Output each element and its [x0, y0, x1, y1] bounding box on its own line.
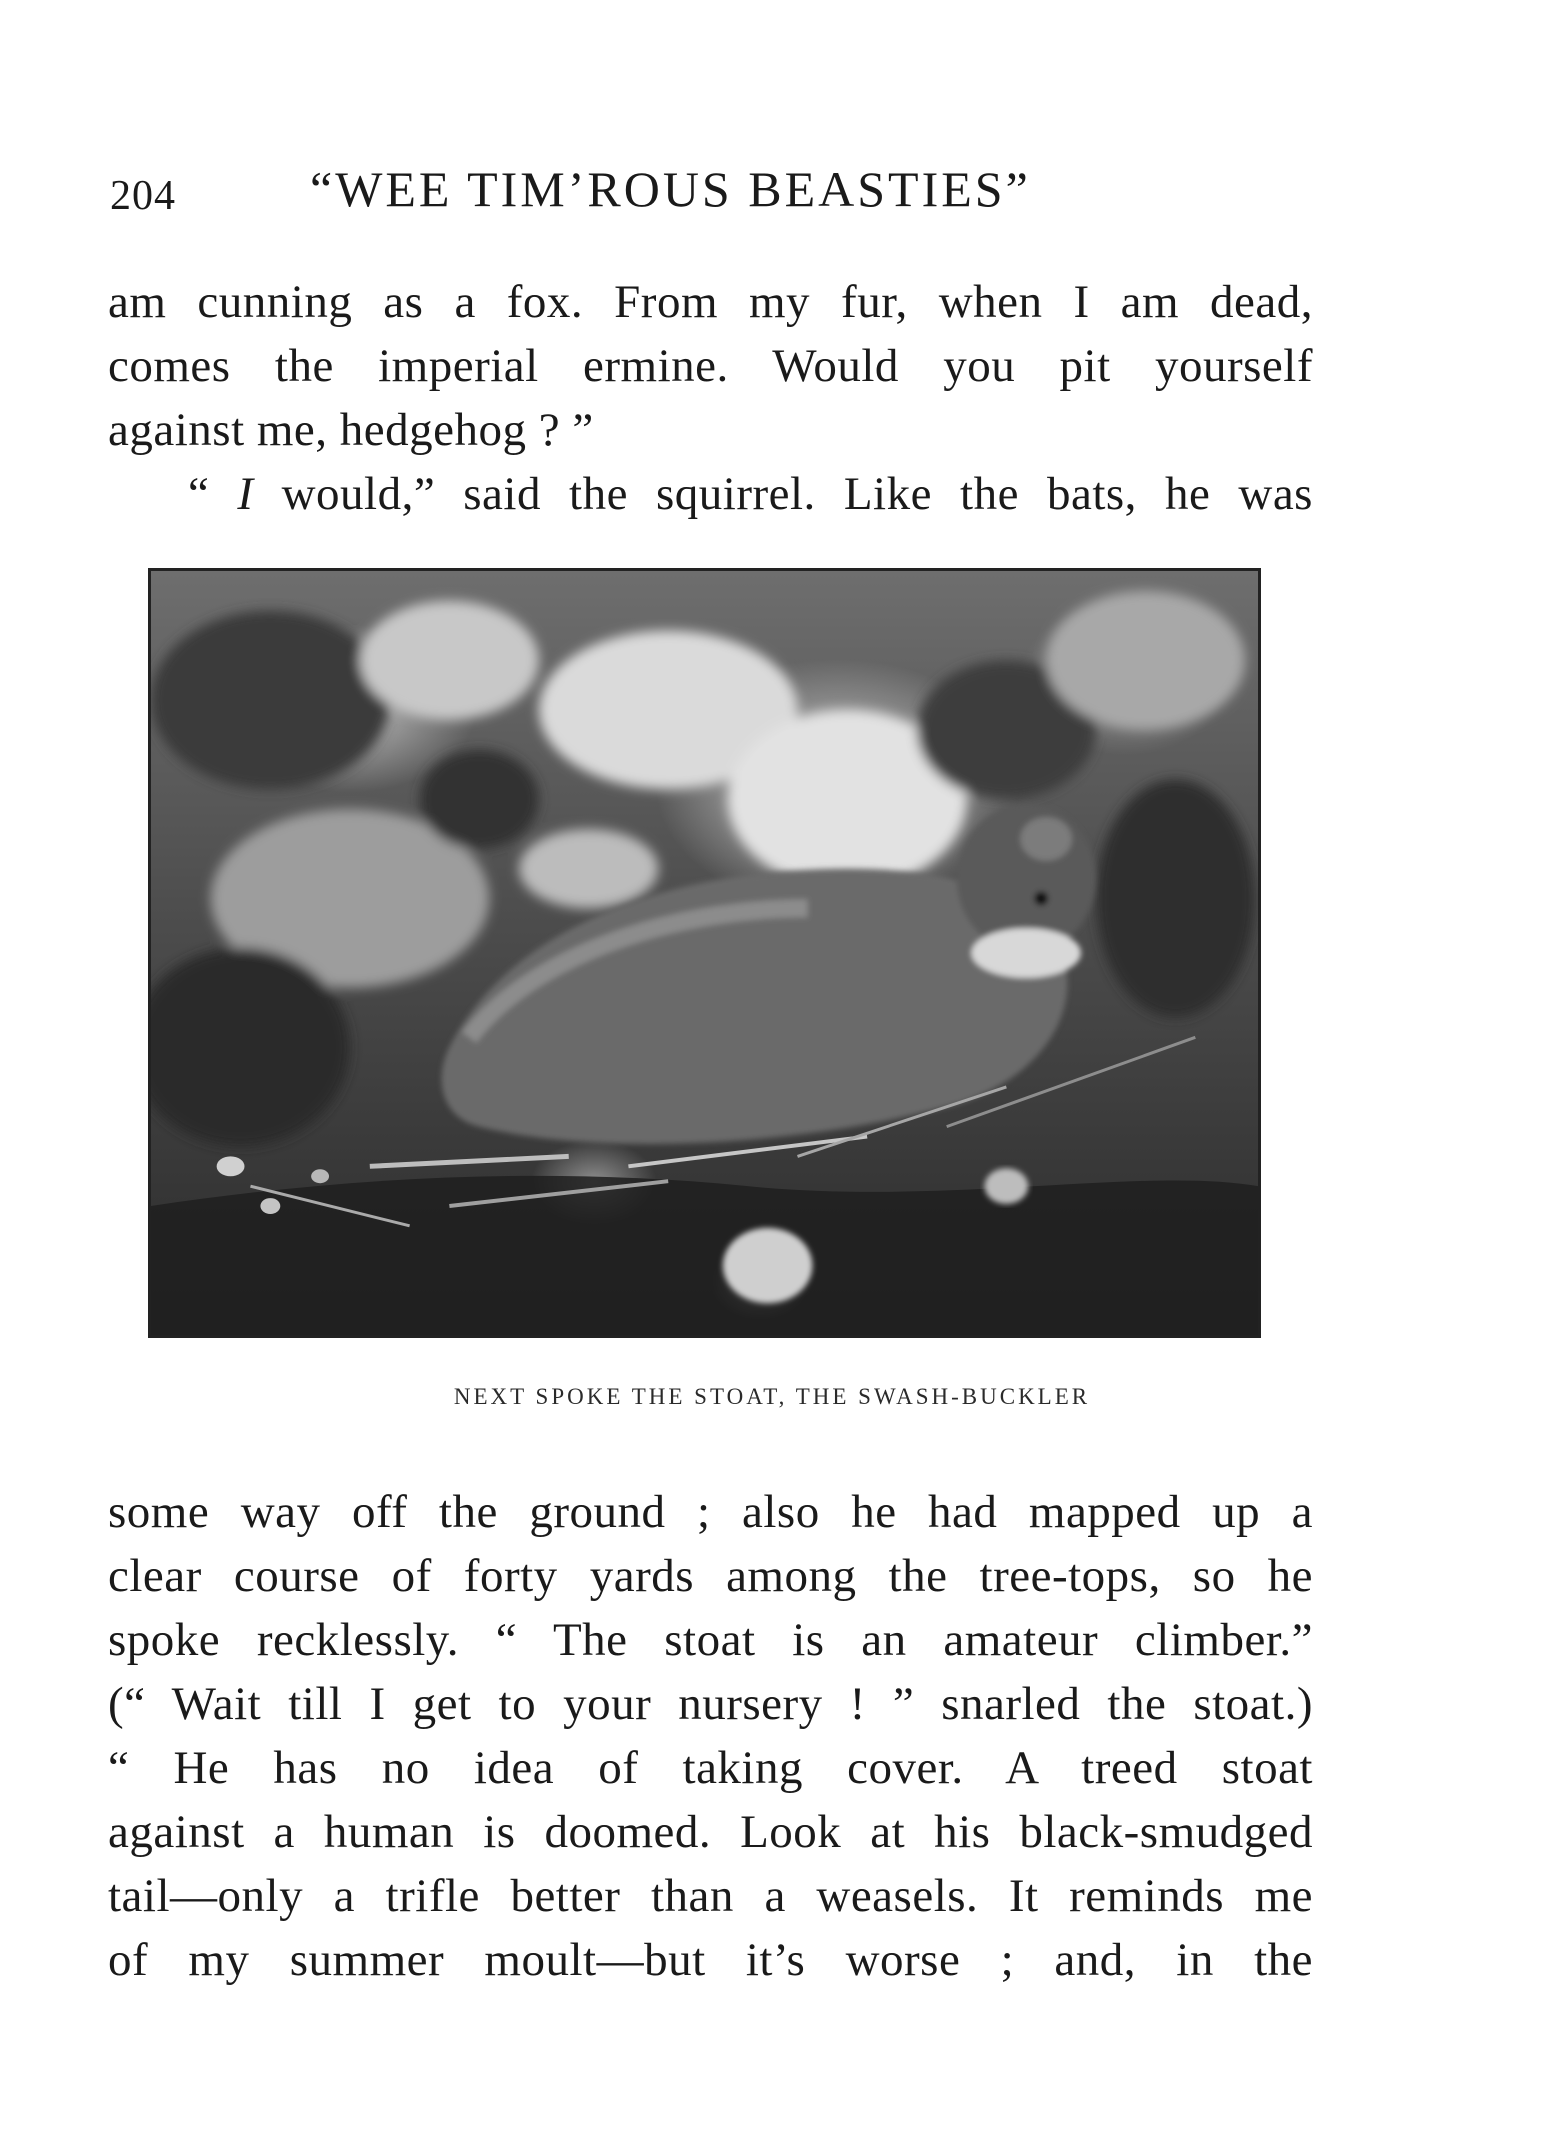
text-line: some way off the ground ; also he had mapped up a: [108, 1486, 1313, 1538]
text-line: against me, hedgehog ? ”: [108, 404, 594, 456]
text-line: spoke recklessly. “ The stoat is an amateur climber.”: [108, 1614, 1313, 1666]
page-header: [110, 160, 1320, 240]
text-line-paragraph-start: [108, 462, 1313, 526]
text-line: “ He has no idea of taking cover. A treed stoat: [108, 1742, 1313, 1794]
text-line: against a human is doomed. Look at his black-smudged: [108, 1806, 1313, 1858]
text-line: (“ Wait till I get to your nursery ! ” snarled the stoat.): [108, 1678, 1313, 1730]
text-line: clear course of forty yards among the tree-tops, so he: [108, 1550, 1313, 1602]
bottom-text-block: [108, 1480, 1313, 1992]
open-quote: “: [188, 468, 238, 520]
figure-caption: NEXT SPOKE THE STOAT, THE SWASH-BUCKLER: [453, 1384, 1091, 1409]
text-line: of my summer moult—but it’s worse ; and, in the: [108, 1934, 1313, 1986]
running-title: “WEE TIM’ROUS BEASTIES”: [310, 161, 1031, 217]
photo-illustration: [151, 571, 1258, 1335]
italic-word: I: [237, 468, 254, 520]
text-line: comes the imperial ermine. Would you pit yourself: [108, 340, 1313, 392]
text-line: tail—only a trifle better than a weasels. It reminds me: [108, 1870, 1313, 1922]
line-remainder: would,” said the squirrel. Like the bats, he was: [253, 468, 1313, 520]
page-number: 204: [110, 173, 176, 219]
top-text-block: [108, 270, 1313, 526]
stoat-photograph: [148, 568, 1261, 1338]
text-line: am cunning as a fox. From my fur, when I am dead,: [108, 276, 1313, 328]
